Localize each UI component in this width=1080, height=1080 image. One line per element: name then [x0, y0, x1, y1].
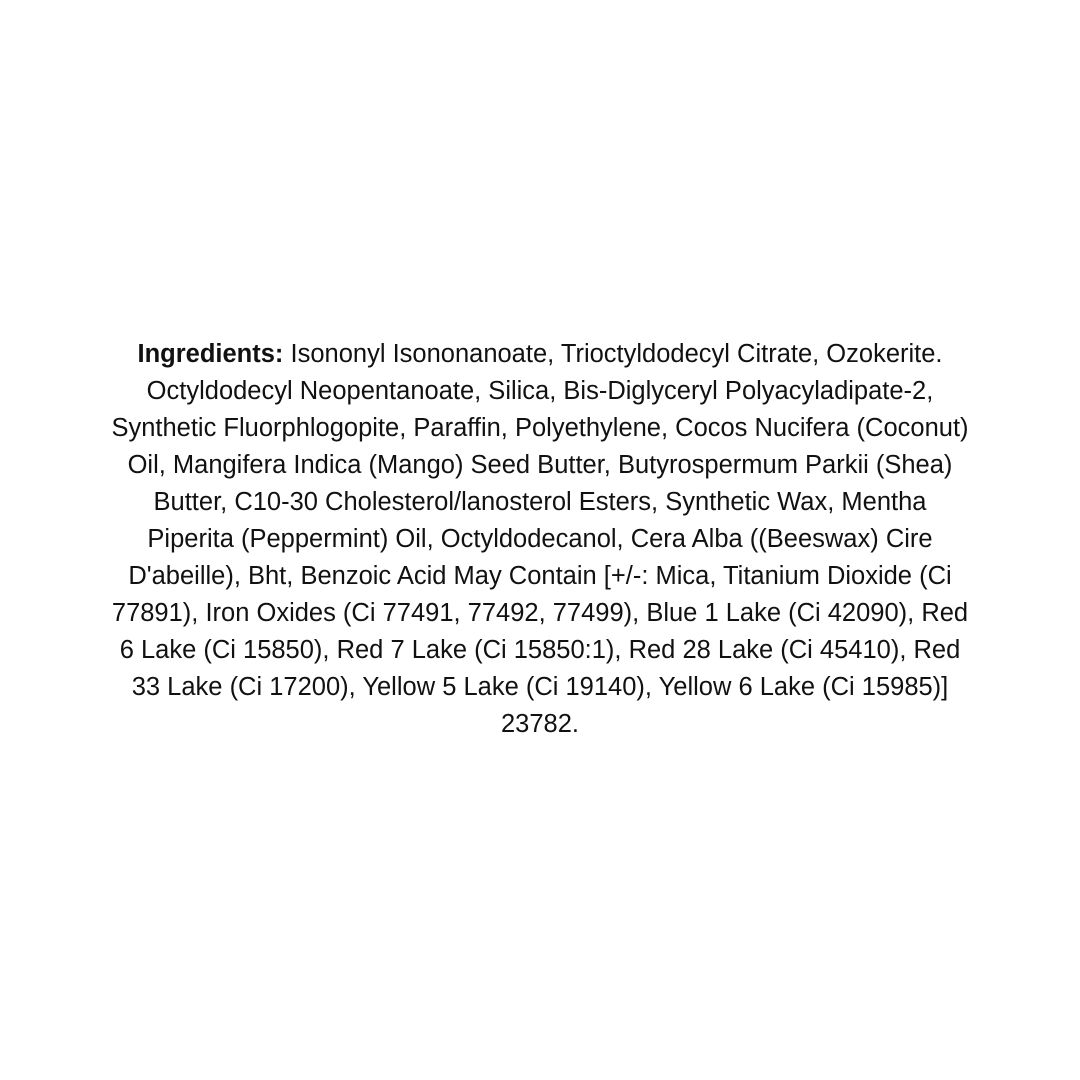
ingredients-text: Isononyl Isononanoate, Trioctyldodecyl Citrate, Ozokerite. Octyldodecyl Neopentanoate, Silica, Bis-Diglyceryl Polyacyladipate-2, Synthetic Fluorphlogopite, Paraffin, Polyethylene, Cocos Nucifera (Coconut) Oil, Mangifera Indica (Mango) Seed Butter, Butyrospermum Parkii (Shea) Butter, C10-30 Cholesterol/lanosterol Esters, Synthetic Wax, Mentha Piperita (Peppermint) Oil, Octyldodecanol, Cera Alba ((Beeswax) Cire D'abeille), Bht, Benzoic Acid May Contain [+/-: Mica, Titanium Dioxide (Ci 77891), Iron Oxides (Ci 77491, 77492, 77499), Blue 1 Lake (Ci 42090), Red 6 Lake (Ci 15850), Red 7 Lake (Ci 15850:1), Red 28 Lake (Ci 45410), Red 33 Lake (Ci 17200), Yellow 5 Lake (Ci 19140), Yellow 6 Lake (Ci 15985)] 23782.: [111, 340, 969, 738]
ingredients-paragraph: [110, 336, 970, 743]
ingredients-label: Ingredients:: [137, 340, 284, 368]
